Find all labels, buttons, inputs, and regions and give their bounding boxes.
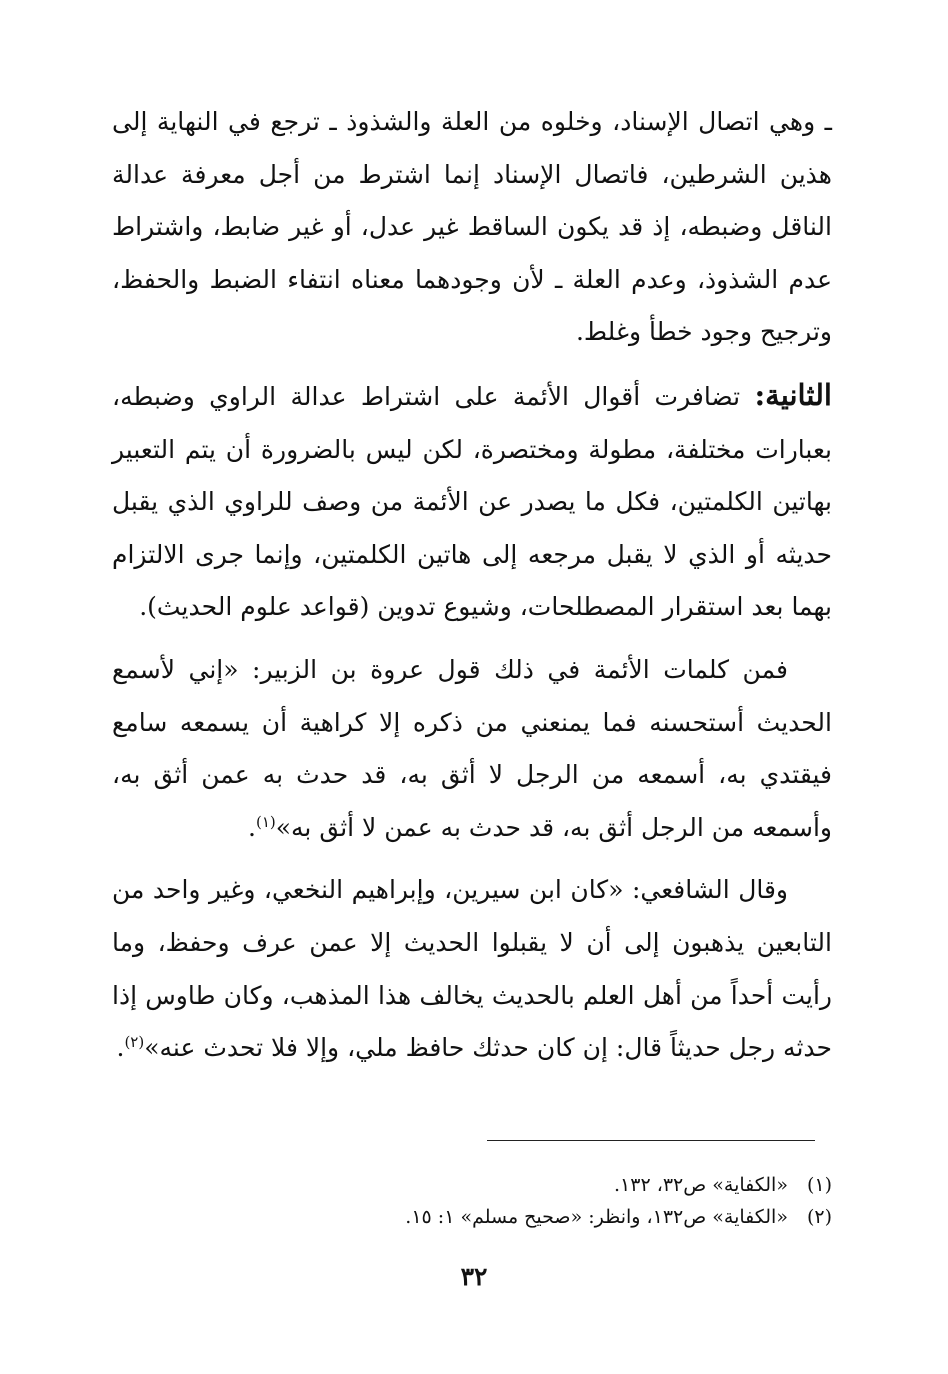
- paragraph-2-lead: الثانية:: [754, 377, 832, 412]
- paragraph-1-text: ـ وهي اتصال الإسناد، وخلوه من العلة والشذوذ ـ ترجع في النهاية إلى هذين الشرطين، فاتصال الإسناد إنما اشترط من أجل معرفة عدالة الناقل وضبطه، إذ قد يكون الساقط غير عدل، أو غير ضابط، واشتراط عدم الشذوذ، وعدم العلة ـ لأن وجودهما معناه انتفاء الضبط والحفظ، وترجيح وجود خطأ وغلط.: [112, 107, 832, 347]
- footnote-1-text: «الكفاية» ص٣٢، ١٣٢.: [613, 1174, 788, 1196]
- footnote-ref-2[interactable]: (٢): [124, 1033, 145, 1052]
- paragraph-3-text: فمن كلمات الأئمة في ذلك قول عروة بن الزبير: «إني لأسمع الحديث أستحسنه فما يمنعني من ذكره إلا كراهية أن يسمعه سامع فيقتدي به، أسمعه من الرجل لا أثق به، قد حدث به عمن أثق به، وأسمعه من الرجل أثق به، قد حدث به عمن لا أثق به»: [112, 654, 832, 842]
- paragraph-4: [112, 864, 832, 1074]
- paragraph-3: [112, 644, 832, 854]
- page-number: ٣٢: [460, 1262, 488, 1291]
- paragraph-3-end: .: [248, 812, 256, 842]
- footnotes: [112, 1170, 832, 1234]
- main-text: [112, 96, 832, 1085]
- footnote-1: [112, 1170, 832, 1200]
- footnote-ref-1[interactable]: (١): [255, 812, 276, 831]
- footnote-divider: [487, 1140, 815, 1141]
- footnote-2-text: «الكفاية» ص١٣٢، وانظر: «صحيح مسلم» ١: ١٥.: [405, 1206, 788, 1228]
- paragraph-4-text: وقال الشافعي: «كان ابن سيرين، وإبراهيم النخعي، وغير واحد من التابعين يذهبون إلى أن لا يقبلوا الحديث إلا عمن عرف وحفظ، وما رأيت أحداً من أهل العلم بالحديث يخالف هذا المذهب، وكان طاوس إذا حدثه رجل حديثاً قال: إن كان حدثك حافظ ملي، وإلا فلا تحدث عنه»: [112, 875, 832, 1063]
- footnote-2: [112, 1202, 832, 1232]
- paragraph-1: [112, 96, 832, 359]
- paragraph-2: [112, 369, 832, 634]
- footnote-1-number: (١): [806, 1174, 832, 1196]
- paragraph-4-end: .: [116, 1033, 125, 1063]
- paragraph-2-text: تضافرت أقوال الأئمة على اشتراط عدالة الراوي وضبطه، بعبارات مختلفة، مطولة ومختصرة، لكن ليس بالضرورة أن يتم التعبير بهاتين الكلمتين، فكل ما يصدر عن الأئمة من وصف للراوي الذي يقبل حديثه أو الذي لا يقبل مرجعه إلى هاتين الكلمتين، وإنما جرى الالتزام بهما بعد استقرار المصطلحات، وشيوع تدوين (قواعد علوم الحديث).: [112, 381, 832, 622]
- footnote-2-number: (٢): [806, 1206, 832, 1228]
